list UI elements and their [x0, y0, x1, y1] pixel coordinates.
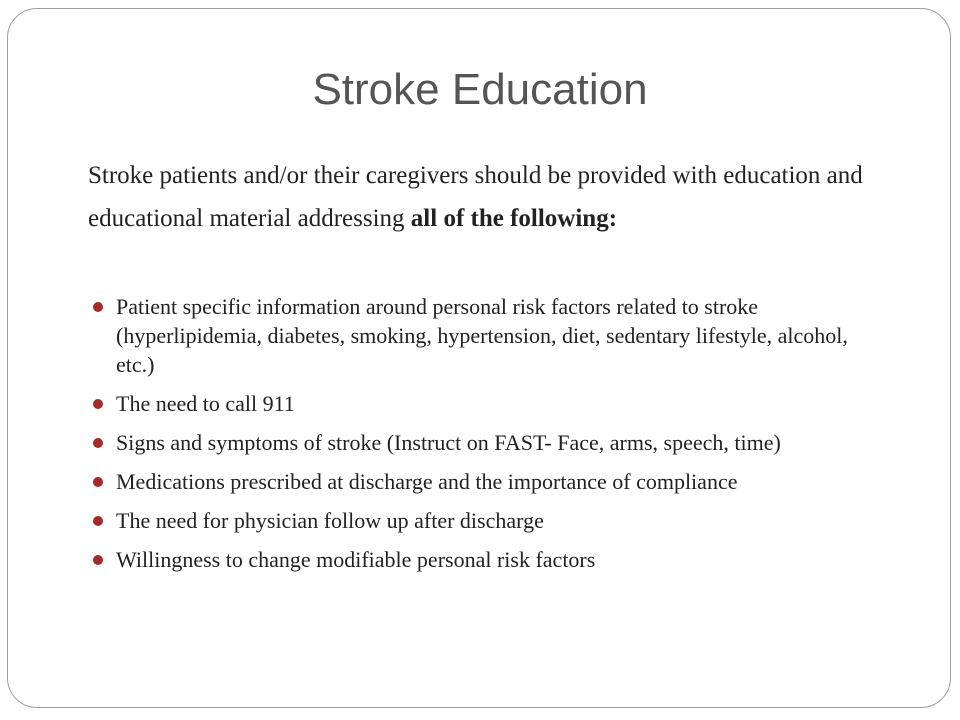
bullet-text: Signs and symptoms of stroke (Instruct on FAST- Face, arms, speech, time)	[116, 430, 781, 455]
slide-title: Stroke Education	[312, 65, 648, 114]
list-item	[90, 389, 890, 418]
list-item	[90, 428, 890, 457]
list-item	[90, 506, 890, 535]
bullet-icon	[93, 516, 103, 526]
bullet-text: Patient specific information around personal risk factors related to stroke (hyperlipidemia, diabetes, smoking, hypertension, diet, sedentary lifestyle, alcohol, etc.)	[116, 294, 848, 377]
list-item	[90, 545, 890, 574]
bullet-icon	[93, 302, 103, 312]
intro-paragraph	[88, 154, 878, 240]
list-item	[90, 467, 890, 496]
bullet-icon	[93, 399, 103, 409]
bullet-text: Willingness to change modifiable personal risk factors	[116, 547, 596, 572]
bullet-icon	[93, 477, 103, 487]
bullet-text: The need to call 911	[116, 391, 295, 416]
bullet-icon	[93, 555, 103, 565]
bullet-list	[90, 292, 890, 584]
intro-text: Stroke patients and/or their caregivers should be provided with education and educational material addressing	[88, 162, 863, 232]
bullet-icon	[93, 438, 103, 448]
bullet-text: Medications prescribed at discharge and the importance of compliance	[116, 469, 738, 494]
bullet-text: The need for physician follow up after discharge	[116, 508, 544, 533]
intro-emphasis: all of the following:	[410, 205, 618, 232]
list-item	[90, 292, 890, 379]
